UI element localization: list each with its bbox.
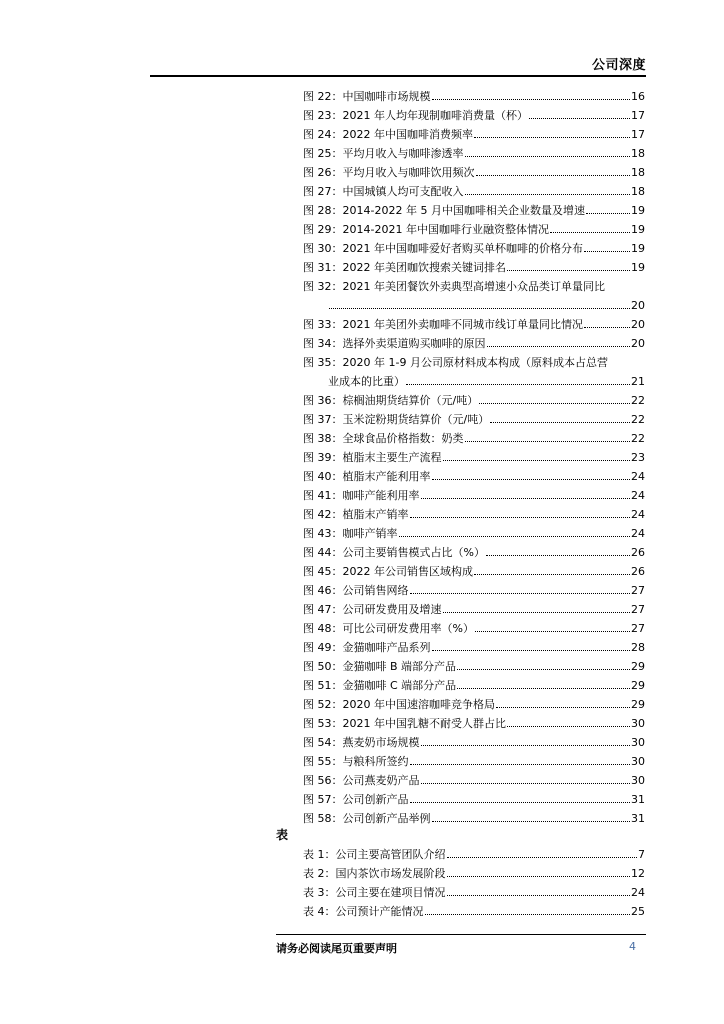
toc-figure-entry[interactable]: [303, 771, 645, 790]
entry-page: 29: [631, 679, 645, 692]
entry-label: 图 29：2014-2021 年中国咖啡行业融资整体情况: [303, 223, 549, 236]
dot-leader: [421, 744, 631, 746]
entry-page: 19: [631, 204, 645, 217]
entry-label: 图 39：植脂末主要生产流程: [303, 451, 442, 464]
entry-label: 业成本的比重）: [328, 375, 405, 388]
entry-label: 图 50：金猫咖啡 B 端部分产品: [303, 660, 457, 673]
entry-page: 17: [631, 128, 645, 141]
toc-figure-entry[interactable]: [303, 676, 645, 695]
entry-label: 图 31：2022 年美团咖饮搜索关键词排名: [303, 261, 506, 274]
toc-figure-entry[interactable]: [303, 581, 645, 600]
dot-leader: [465, 193, 631, 195]
entry-label: 图 27：中国城镇人均可支配收入: [303, 185, 464, 198]
entry-label: 图 34：选择外卖渠道购买咖啡的原因: [303, 337, 486, 350]
header-title: 公司深度: [591, 58, 646, 73]
toc-figure-entry-continuation[interactable]: [328, 296, 645, 315]
entry-label: 表 2：国内茶饮市场发展阶段: [303, 867, 446, 880]
entry-page: 22: [631, 394, 645, 407]
entry-label: 图 45：2022 年公司销售区域构成: [303, 565, 473, 578]
entry-label: 图 22：中国咖啡市场规模: [303, 90, 431, 103]
toc-figure-entry[interactable]: [303, 524, 645, 543]
toc-figure-entry[interactable]: [303, 220, 645, 239]
entry-page: 19: [631, 242, 645, 255]
header-rule: [150, 75, 646, 77]
entry-page: 30: [631, 736, 645, 749]
toc-figure-entry-continuation[interactable]: [328, 372, 645, 391]
toc-figure-entry[interactable]: [303, 106, 645, 125]
entry-page: 16: [631, 90, 645, 103]
entry-page: 20: [631, 299, 645, 312]
dot-leader: [447, 894, 631, 896]
entry-label: 图 26：平均月收入与咖啡饮用频次: [303, 166, 475, 179]
dot-leader: [584, 326, 630, 328]
toc-figure-entry[interactable]: [303, 619, 645, 638]
dot-leader: [457, 687, 630, 689]
toc-figure-entry[interactable]: [303, 790, 645, 809]
entry-page: 7: [638, 848, 645, 861]
entry-label: 图 57：公司创新产品: [303, 793, 409, 806]
entry-label: 表 1：公司主要高管团队介绍: [303, 848, 446, 861]
dot-leader: [421, 497, 631, 499]
toc-figure-entry[interactable]: [303, 448, 645, 467]
entry-page: 24: [631, 508, 645, 521]
entry-label: 图 28：2014-2022 年 5 月中国咖啡相关企业数量及增速: [303, 204, 585, 217]
entry-label: 图 38：全球食品价格指数：奶类: [303, 432, 464, 445]
dot-leader: [432, 98, 631, 100]
tables-section-label: 表: [276, 828, 289, 842]
dot-leader: [476, 174, 631, 176]
dot-leader: [410, 763, 631, 765]
dot-leader: [410, 592, 631, 594]
entry-page: 19: [631, 223, 645, 236]
entry-page: 27: [631, 584, 645, 597]
entry-label: 图 55：与粮科所签约: [303, 755, 409, 768]
entry-page: 19: [631, 261, 645, 274]
dot-leader: [457, 668, 630, 670]
toc-figure-entry[interactable]: 图 32：2021 年美团餐饮外卖典型高增速小众品类订单量同比: [303, 280, 605, 293]
entry-label: 图 54：燕麦奶市场规模: [303, 736, 420, 749]
entry-page: 27: [631, 622, 645, 635]
toc-figure-entry[interactable]: [303, 714, 645, 733]
toc-figure-entry[interactable]: [303, 809, 645, 828]
entry-page: 30: [631, 774, 645, 787]
toc-figure-entry[interactable]: [303, 144, 645, 163]
entry-page: 29: [631, 698, 645, 711]
entry-label: 图 42：植脂末产销率: [303, 508, 409, 521]
dot-leader: [496, 706, 630, 708]
entry-label: 图 44：公司主要销售模式占比（%）: [303, 546, 485, 559]
entry-page: 27: [631, 603, 645, 616]
entry-label: 图 46：公司销售网络: [303, 584, 409, 597]
entry-page: 31: [631, 812, 645, 825]
entry-label: 图 33：2021 年美团外卖咖啡不同城市线订单量同比情况: [303, 318, 583, 331]
entry-page: 24: [631, 470, 645, 483]
dot-leader: [432, 478, 631, 480]
entry-label: 图 51：金猫咖啡 C 端部分产品: [303, 679, 457, 692]
entry-page: 26: [631, 546, 645, 559]
dot-leader: [474, 573, 630, 575]
dot-leader: [507, 269, 630, 271]
entry-page: 29: [631, 660, 645, 673]
toc-figure-entry[interactable]: [303, 258, 645, 277]
entry-page: 18: [631, 185, 645, 198]
dot-leader: [487, 345, 631, 347]
dot-leader: [465, 440, 631, 442]
toc-figure-entry[interactable]: [303, 733, 645, 752]
dot-leader: [584, 250, 630, 252]
entry-page: 18: [631, 166, 645, 179]
entry-label: 图 41：咖啡产能利用率: [303, 489, 420, 502]
entry-label: 图 43：咖啡产销率: [303, 527, 398, 540]
entry-page: 24: [631, 527, 645, 540]
toc-figure-entry[interactable]: [303, 657, 645, 676]
dot-leader: [474, 136, 630, 138]
entry-page: 30: [631, 717, 645, 730]
entry-label: 图 36：棕榈油期货结算价（元/吨）: [303, 394, 479, 407]
dot-leader: [421, 782, 631, 784]
toc-table-entry[interactable]: [303, 864, 645, 883]
dot-leader: [490, 421, 630, 423]
entry-label: 图 24：2022 年中国咖啡消费频率: [303, 128, 473, 141]
toc-figure-entry[interactable]: [303, 125, 645, 144]
entry-page: 28: [631, 641, 645, 654]
toc-table-entry[interactable]: [303, 902, 645, 921]
toc-figure-entry[interactable]: [303, 505, 645, 524]
toc-figure-entry[interactable]: [303, 638, 645, 657]
toc-figure-entry[interactable]: [303, 391, 645, 410]
dot-leader: [586, 212, 630, 214]
toc-figure-entry[interactable]: [303, 315, 645, 334]
entry-page: 21: [631, 375, 645, 388]
entry-label: 图 40：植脂末产能利用率: [303, 470, 431, 483]
entry-page: 17: [631, 109, 645, 122]
dot-leader: [410, 801, 631, 803]
toc-figure-entry[interactable]: [303, 695, 645, 714]
toc-figure-entry[interactable]: [303, 163, 645, 182]
entry-label: 图 58：公司创新产品举例: [303, 812, 431, 825]
entry-label: 表 3：公司主要在建项目情况: [303, 886, 446, 899]
entry-label: 图 25：平均月收入与咖啡渗透率: [303, 147, 464, 160]
entry-page: 22: [631, 413, 645, 426]
entry-label: 图 53：2021 年中国乳糖不耐受人群占比: [303, 717, 506, 730]
entry-page: 26: [631, 565, 645, 578]
dot-leader: [432, 820, 631, 822]
entry-page: 30: [631, 755, 645, 768]
dot-leader: [432, 649, 631, 651]
dot-leader: [425, 913, 631, 915]
dot-leader: [443, 459, 631, 461]
dot-leader: [550, 231, 630, 233]
entry-page: 24: [631, 489, 645, 502]
entry-label: 图 47：公司研发费用及增速: [303, 603, 442, 616]
dot-leader: [329, 307, 630, 309]
footer-rule: [276, 934, 646, 935]
dot-leader: [529, 117, 630, 119]
entry-page: 25: [631, 905, 645, 918]
entry-page: 23: [631, 451, 645, 464]
entry-label: 图 49：金猫咖啡产品系列: [303, 641, 431, 654]
entry-label: 图 56：公司燕麦奶产品: [303, 774, 420, 787]
toc-figure-entry[interactable]: [303, 334, 645, 353]
dot-leader: [486, 554, 630, 556]
toc-figure-entry[interactable]: [303, 486, 645, 505]
entry-label: 图 48：可比公司研发费用率（%）: [303, 622, 474, 635]
toc-table-entry[interactable]: [303, 883, 645, 902]
dot-leader: [479, 402, 630, 404]
entry-page: 20: [631, 318, 645, 331]
dot-leader: [507, 725, 630, 727]
footer-disclaimer: 请务必阅读尾页重要声明: [276, 942, 397, 955]
toc-table-entry[interactable]: [303, 845, 645, 864]
entry-page: 12: [631, 867, 645, 880]
page-number: 4: [629, 940, 636, 953]
toc-figure-entry[interactable]: [303, 182, 645, 201]
dot-leader: [447, 856, 638, 858]
toc-figure-entry[interactable]: 图 35：2020 年 1-9 月公司原材料成本构成（原料成本占总营: [303, 356, 608, 369]
entry-label: 表 4：公司预计产能情况: [303, 905, 424, 918]
dot-leader: [410, 516, 631, 518]
entry-label: 图 30：2021 年中国咖啡爱好者购买单杯咖啡的价格分布: [303, 242, 583, 255]
dot-leader: [475, 630, 630, 632]
entry-label: 图 52：2020 年中国速溶咖啡竞争格局: [303, 698, 495, 711]
dot-leader: [447, 875, 631, 877]
toc-figure-entry[interactable]: [303, 752, 645, 771]
entry-page: 18: [631, 147, 645, 160]
toc-figure-entry[interactable]: [303, 429, 645, 448]
toc-figure-entry[interactable]: [303, 600, 645, 619]
dot-leader: [465, 155, 631, 157]
entry-page: 24: [631, 886, 645, 899]
toc-figure-entry[interactable]: [303, 543, 645, 562]
toc-figure-entry[interactable]: [303, 562, 645, 581]
entry-page: 20: [631, 337, 645, 350]
entry-label: 图 37：玉米淀粉期货结算价（元/吨）: [303, 413, 490, 426]
dot-leader: [406, 383, 630, 385]
entry-page: 22: [631, 432, 645, 445]
toc-figure-entry[interactable]: [303, 410, 645, 429]
dot-leader: [443, 611, 631, 613]
entry-label: 图 23：2021 年人均年现制咖啡消费量（杯）: [303, 109, 528, 122]
toc-figure-entry[interactable]: [303, 467, 645, 486]
toc-figure-entry[interactable]: [303, 239, 645, 258]
toc-figure-entry[interactable]: [303, 87, 645, 106]
dot-leader: [399, 535, 631, 537]
entry-page: 31: [631, 793, 645, 806]
toc-figure-entry[interactable]: [303, 201, 645, 220]
